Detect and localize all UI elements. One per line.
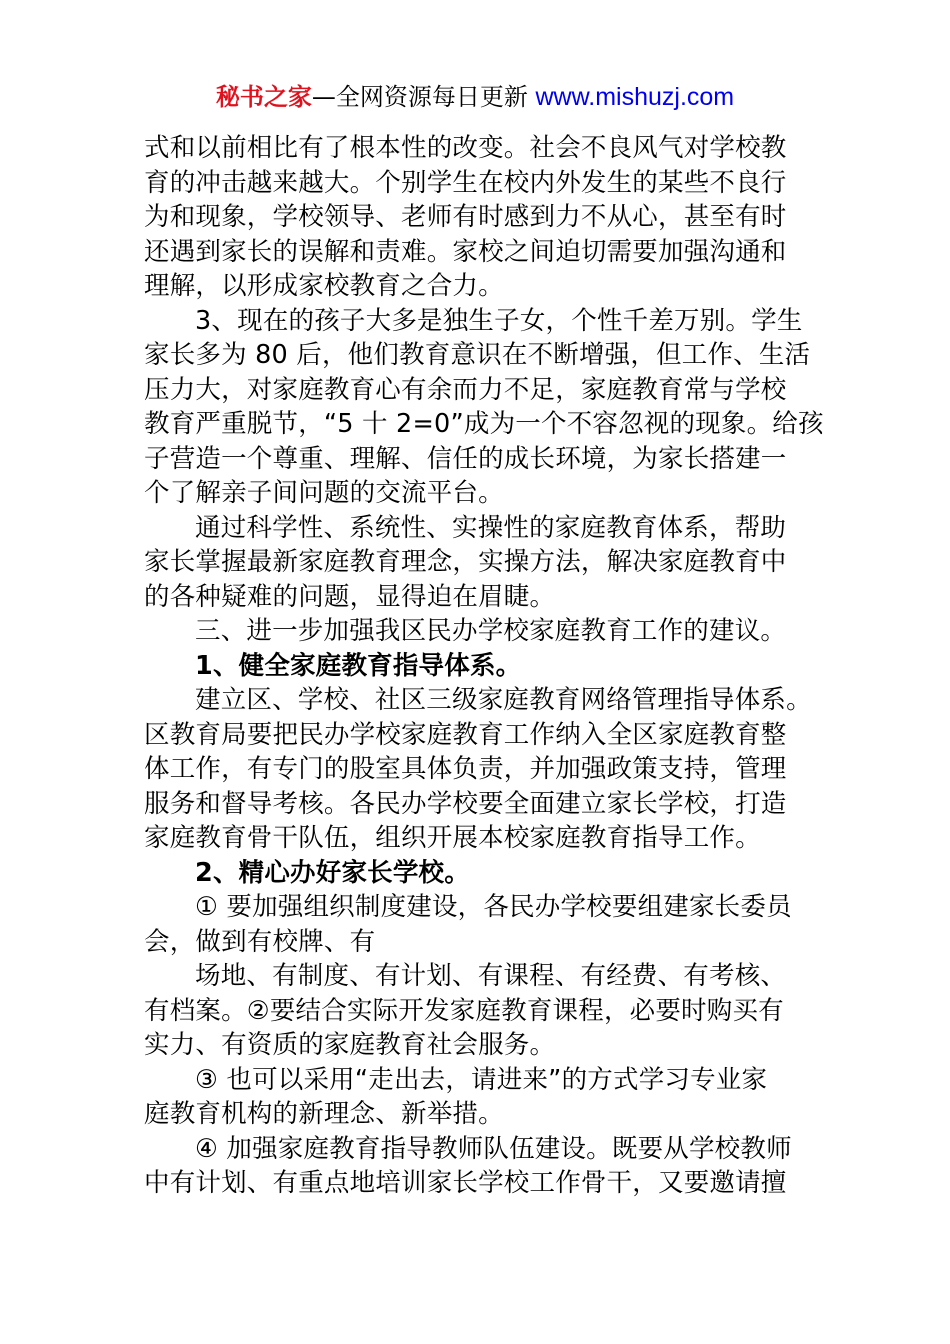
paragraph-line: 家庭教育骨干队伍，组织开展本校家庭教育指导工作。 (144, 823, 761, 853)
paragraph-line: 体工作，有专门的股室具体负责，并加强政策支持，管理 (144, 754, 787, 784)
section-heading-line: 1、健全家庭教育指导体系。 (195, 650, 522, 681)
paragraph-line: 服务和督导考核。各民办学校要全面建立家长学校，打造 (144, 788, 787, 819)
paragraph-line: 的各种疑难的问题，显得迫在眉睫。 (144, 581, 556, 612)
paragraph-line: ① 要加强组织制度建设，各民办学校要组建家长委员 (195, 892, 792, 922)
paragraph-line: ④ 加强家庭教育指导教师队伍建设。既要从学校教师 (195, 1133, 792, 1164)
brand-name: 秘书之家 (215, 83, 312, 111)
paragraph-line: 实力、有资质的家庭教育社会服务。 (144, 1030, 556, 1060)
paragraph-line: 中有计划、有重点地培训家长学校工作骨干，又要邀请擅 (144, 1168, 787, 1198)
page-header (0, 80, 950, 114)
paragraph-line: 家长多为 80 后，他们教育意识在不断增强，但工作、生活 (144, 340, 811, 370)
site-url-link[interactable]: www.mishuzj.com (535, 83, 735, 111)
section-heading-line: 2、精心办好家长学校。 (195, 857, 470, 888)
paragraph-line: 子营造一个尊重、理解、信任的成长环境，为家长搭建一 (144, 443, 787, 474)
paragraph-line: 会，做到有校牌、有 (144, 926, 376, 957)
paragraph-line: 压力大，对家庭教育心有余而力不足，家庭教育常与学校 (144, 374, 787, 405)
paragraph-line: 3、现在的孩子大多是独生子女，个性千差万别。学生 (195, 305, 803, 336)
paragraph-line: 为和现象，学校领导、老师有时感到力不从心，甚至有时 (144, 202, 787, 232)
paragraph-line: 建立区、学校、社区三级家庭教育网络管理指导体系。 (195, 685, 812, 715)
paragraph-line: 个了解亲子间问题的交流平台。 (144, 478, 504, 508)
paragraph-line: 场地、有制度、有计划、有课程、有经费、有考核、 (195, 961, 787, 991)
header-tagline: —全网资源每日更新 (311, 83, 536, 111)
paragraph-line: 式和以前相比有了根本性的改变。社会不良风气对学校教 (144, 133, 787, 163)
document-body (144, 131, 834, 1201)
paragraph-line: 区教育局要把民办学校家庭教育工作纳入全区家庭教育整 (144, 719, 787, 750)
paragraph-line: 还遇到家长的误解和责难。家校之间迫切需要加强沟通和 (144, 236, 787, 267)
paragraph-line: 育的冲击越来越大。个别学生在校内外发生的某些不良行 (144, 167, 787, 198)
paragraph-line: 通过科学性、系统性、实操性的家庭教育体系，帮助 (195, 512, 787, 543)
paragraph-line: 教育严重脱节，“5 十 2=0”成为一个不容忽视的现象。给孩 (144, 409, 824, 439)
paragraph-line: 有档案。②要结合实际开发家庭教育课程，必要时购买有 (144, 995, 784, 1026)
paragraph-line: ③ 也可以采用“走出去，请进来”的方式学习专业家 (195, 1064, 768, 1095)
paragraph-line: 庭教育机构的新理念、新举措。 (144, 1099, 504, 1129)
paragraph-line: 三、进一步加强我区民办学校家庭教育工作的建议。 (195, 616, 787, 646)
paragraph-line: 家长掌握最新家庭教育理念，实操方法，解决家庭教育中 (144, 547, 787, 577)
paragraph-line: 理解，以形成家校教育之合力。 (144, 271, 504, 301)
